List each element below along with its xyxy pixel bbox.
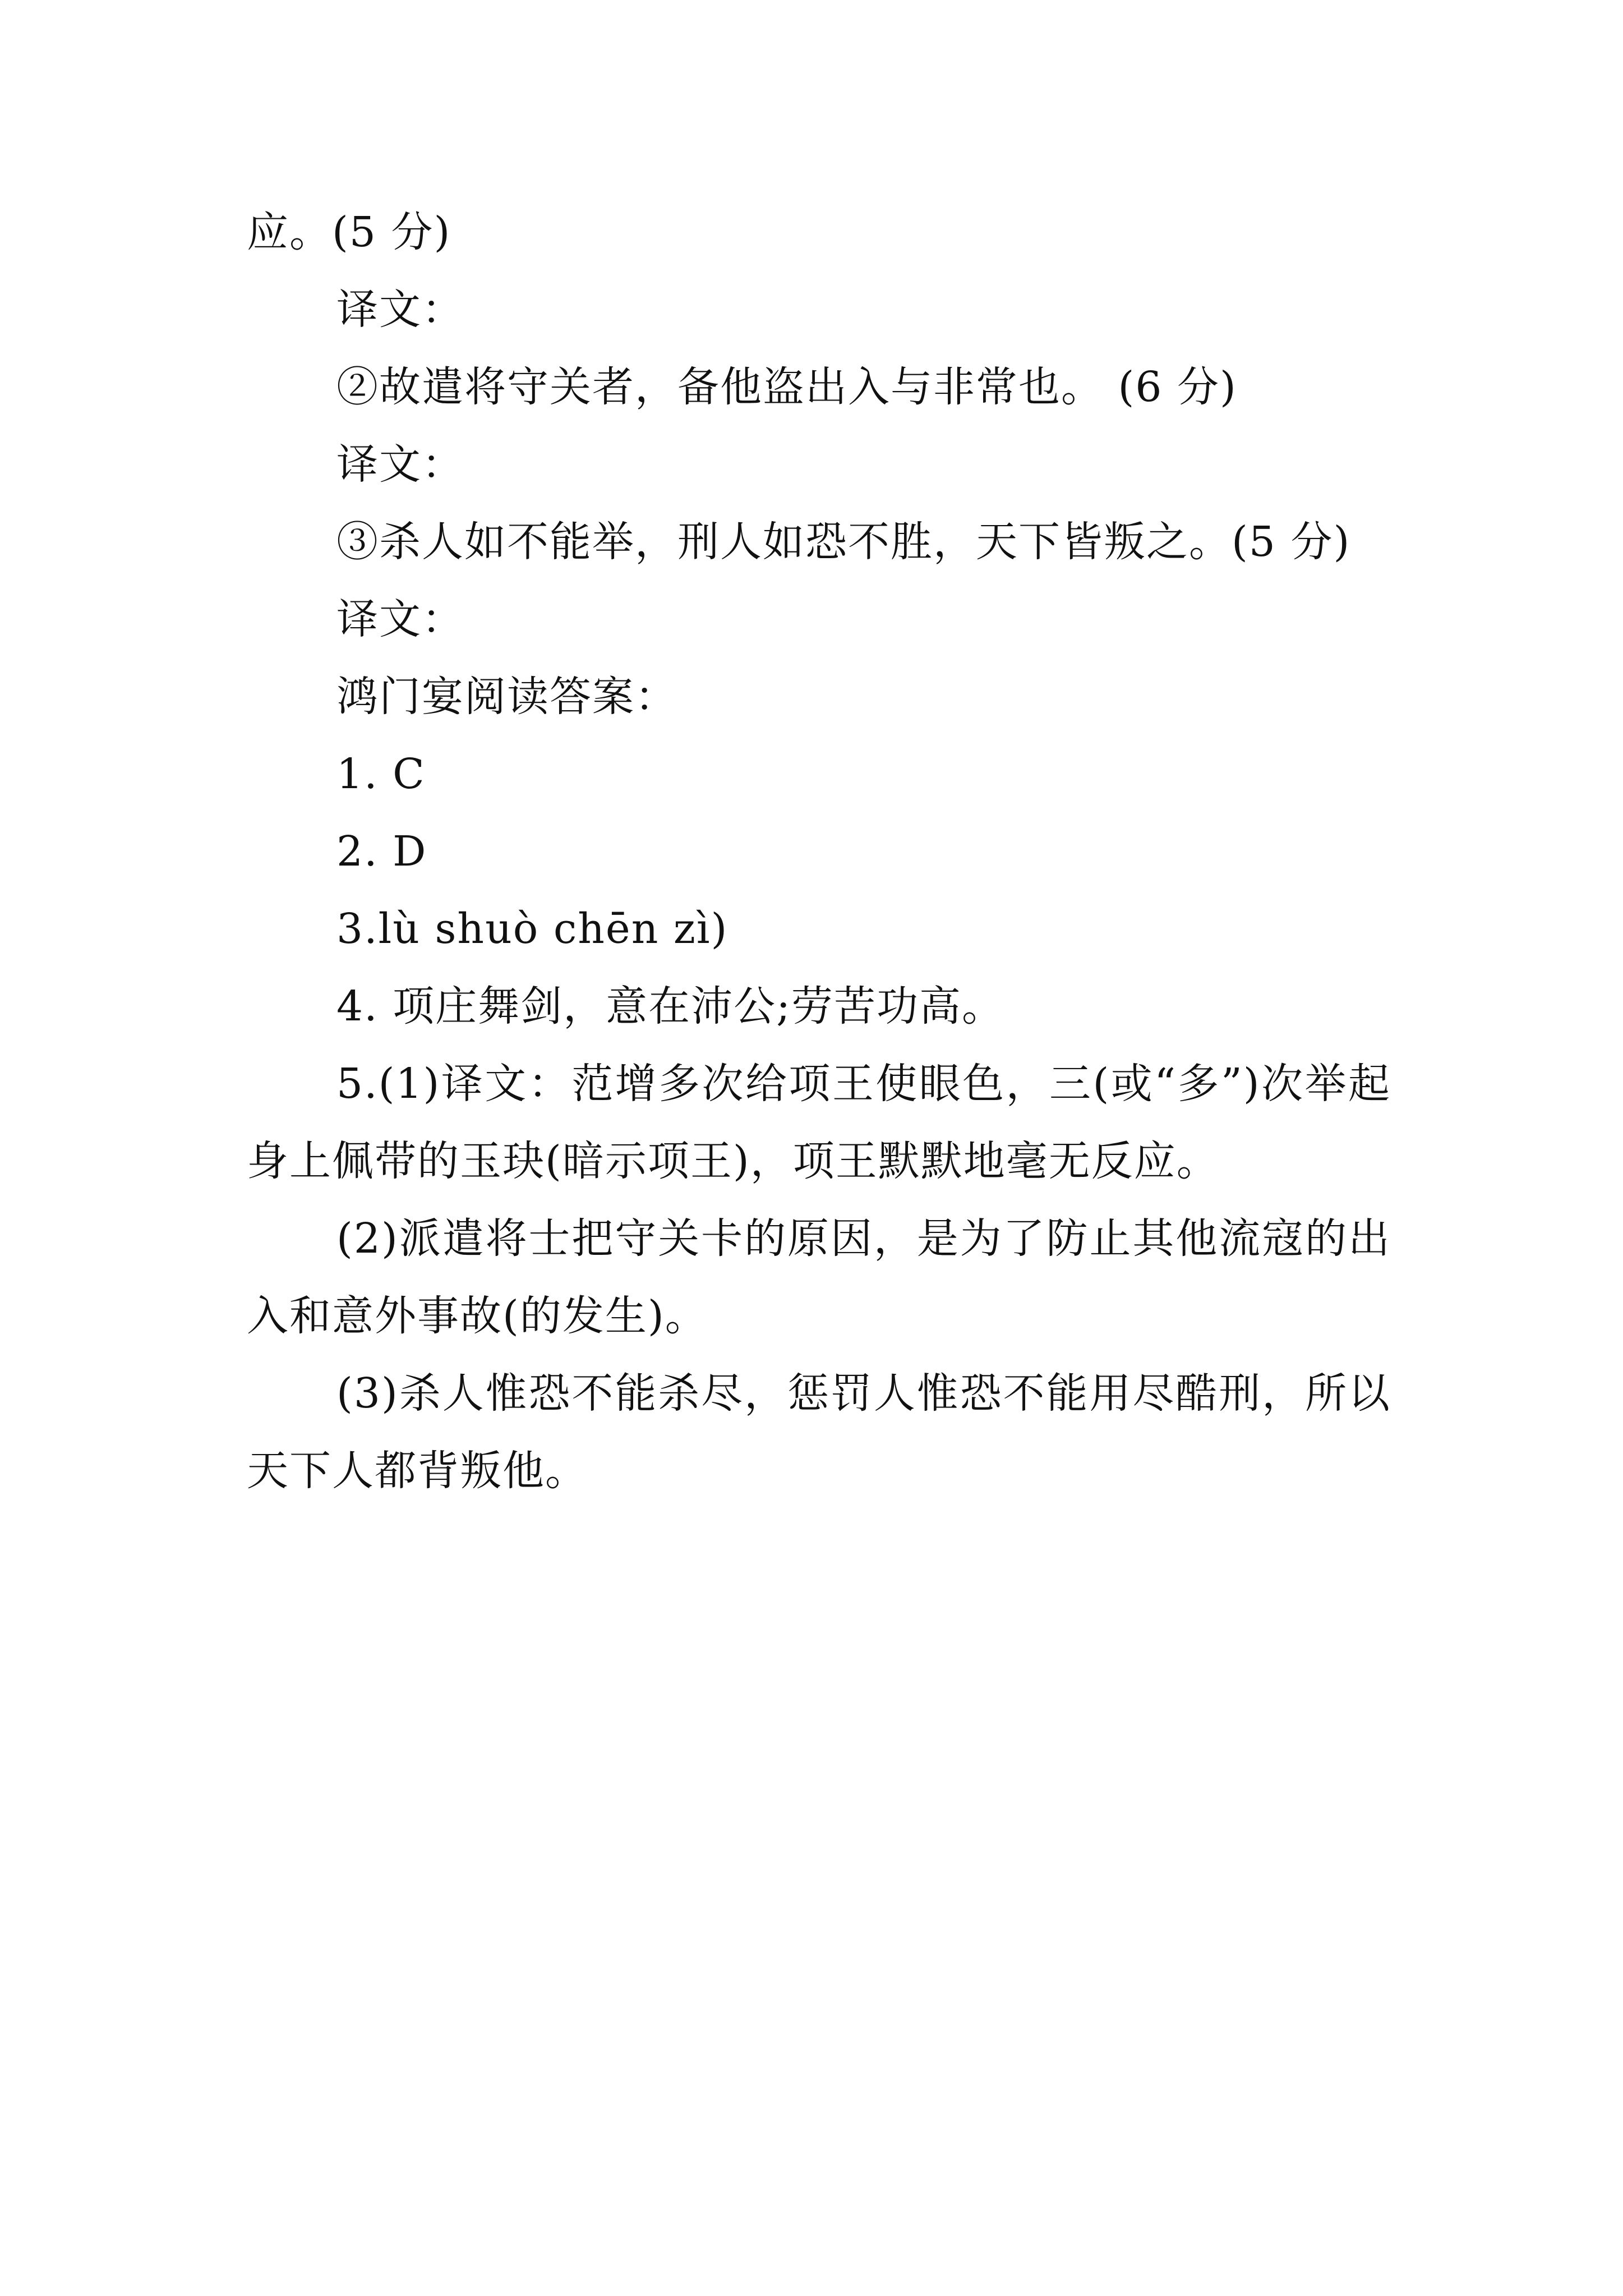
document-body	[247, 194, 1391, 1510]
text-line-question-2: ②故遣将守关者，备他盗出入与非常也。 (6 分)	[336, 363, 1237, 411]
answer-5-part-3: (3)杀人惟恐不能杀尽，惩罚人惟恐不能用尽酷刑，所以天下人都背叛他。	[247, 1369, 1391, 1495]
text-line-translation-label: 译文：	[336, 595, 464, 643]
answer-2: 2. D	[336, 827, 427, 876]
answer-5-part-2: (2)派遣将士把守关卡的原因，是为了防止其他流寇的出入和意外事故(的发生)。	[247, 1214, 1391, 1340]
text-line-question-3: ③杀人如不能举，刑人如恐不胜，天下皆叛之。(5 分)	[336, 518, 1351, 566]
answer-3: 3.lù shuò chēn zì)	[336, 905, 728, 953]
answer-5-part-1: 5.(1)译文：范增多次给项王使眼色，三(或“多”)次举起身上佩带的玉玦(暗示项王)，项王默默地毫无反应。	[247, 1060, 1391, 1185]
text-line-translation-label: 译文：	[336, 440, 464, 489]
answer-4: 4. 项庄舞剑，意在沛公;劳苦功高。	[336, 982, 1005, 1030]
text-line-translation-label: 译文：	[336, 286, 464, 334]
text-line-continuation: 应。(5 分)	[247, 208, 451, 256]
answers-heading: 鸿门宴阅读答案：	[336, 673, 677, 721]
answer-1: 1. C	[336, 750, 426, 798]
